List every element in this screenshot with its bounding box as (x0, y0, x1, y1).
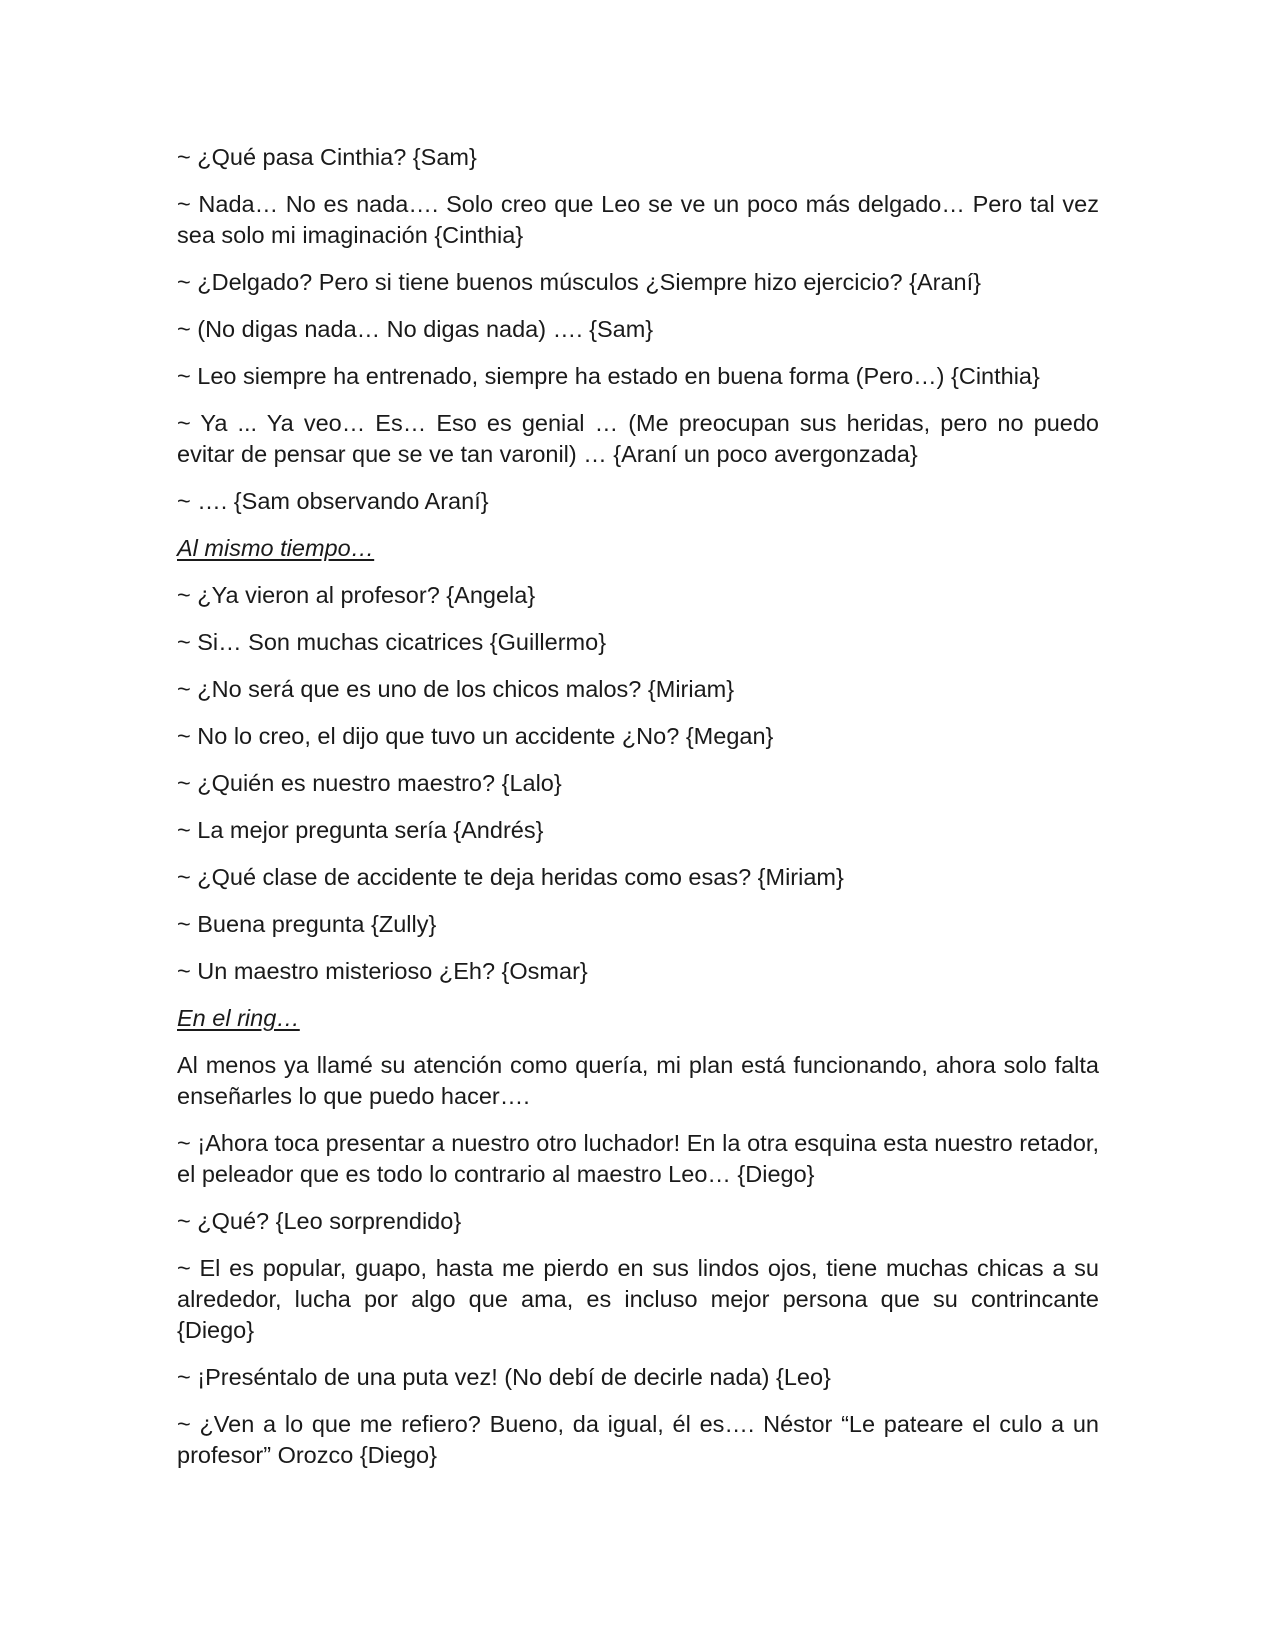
dialogue-line: ~ ¿Delgado? Pero si tiene buenos músculos ¿Siempre hizo ejercicio? {Araní} (177, 269, 982, 295)
dialogue-line: ~ La mejor pregunta sería {Andrés} (177, 817, 544, 843)
dialogue-line: ~ El es popular, guapo, hasta me pierdo en sus lindos ojos, tiene muchas chicas a su alrededor, lucha por algo que ama, es incluso mejor persona que su contrincante {Diego} (177, 1255, 1099, 1343)
dialogue-line: ~ Un maestro misterioso ¿Eh? {Osmar} (177, 958, 588, 984)
dialogue-line: ~ ¿Qué? {Leo sorprendido} (177, 1208, 462, 1234)
dialogue-line: ~ ¿Ven a lo que me refiero? Bueno, da igual, él es…. Néstor “Le pateare el culo a un profesor” Orozco {Diego} (177, 1411, 1099, 1468)
document-page (177, 142, 1099, 1487)
dialogue-line: ~ Buena pregunta {Zully} (177, 911, 437, 937)
dialogue-line: ~ ¿No será que es uno de los chicos malos? {Miriam} (177, 676, 735, 702)
dialogue-line: ~ Si… Son muchas cicatrices {Guillermo} (177, 629, 607, 655)
scene-heading: Al mismo tiempo… (177, 535, 375, 561)
dialogue-line: ~ ¡Ahora toca presentar a nuestro otro luchador! En la otra esquina esta nuestro retador, el peleador que es todo lo contrario al maestro Leo… {Diego} (177, 1130, 1099, 1187)
dialogue-line: ~ ¿Quién es nuestro maestro? {Lalo} (177, 770, 562, 796)
dialogue-line: ~ (No digas nada… No digas nada) …. {Sam} (177, 316, 654, 342)
dialogue-line: ~ …. {Sam observando Araní} (177, 488, 489, 514)
dialogue-line: ~ Nada… No es nada…. Solo creo que Leo se ve un poco más delgado… Pero tal vez sea solo mi imaginación {Cinthia} (177, 191, 1099, 248)
dialogue-line: ~ Leo siempre ha entrenado, siempre ha estado en buena forma (Pero…) {Cinthia} (177, 363, 1040, 389)
scene-heading: En el ring… (177, 1005, 300, 1031)
dialogue-line: ~ ¿Qué clase de accidente te deja heridas como esas? {Miriam} (177, 864, 844, 890)
dialogue-line: ~ ¿Qué pasa Cinthia? {Sam} (177, 144, 477, 170)
dialogue-line: ~ Ya ... Ya veo… Es… Eso es genial … (Me preocupan sus heridas, pero no puedo evitar de pensar que se ve tan varonil) … {Araní un poco avergonzada} (177, 410, 1099, 467)
narration-paragraph: Al menos ya llamé su atención como quería, mi plan está funcionando, ahora solo falta enseñarles lo que puedo hacer…. (177, 1052, 1099, 1109)
dialogue-line: ~ ¿Ya vieron al profesor? {Angela} (177, 582, 536, 608)
dialogue-line: ~ No lo creo, el dijo que tuvo un accidente ¿No? {Megan} (177, 723, 774, 749)
dialogue-line: ~ ¡Preséntalo de una puta vez! (No debí de decirle nada) {Leo} (177, 1364, 831, 1390)
